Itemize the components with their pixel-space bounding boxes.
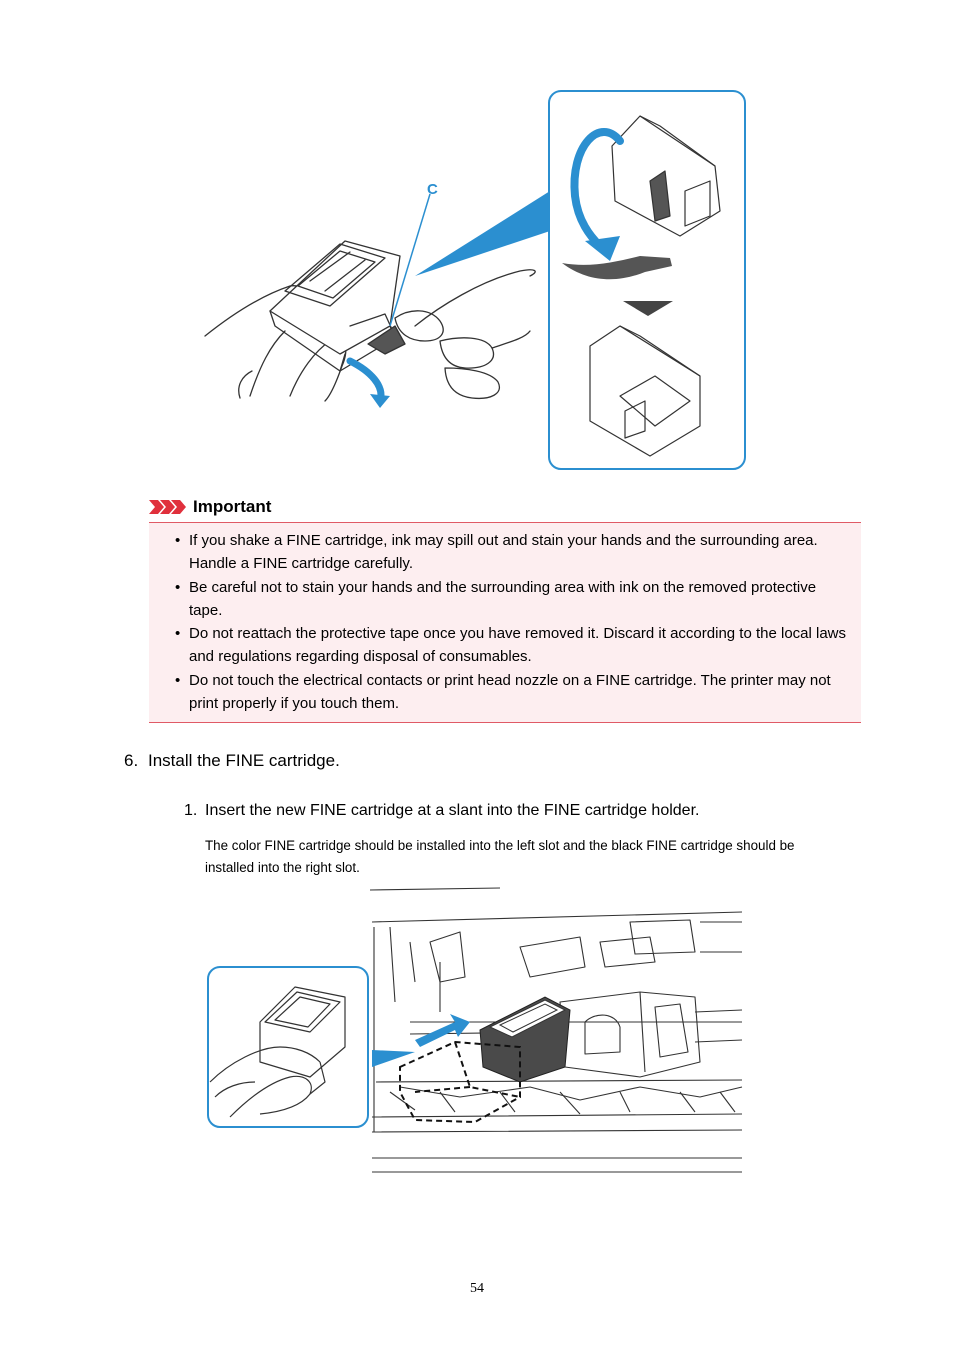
substep-note: The color FINE cartridge should be installed into the left slot and the black FINE cartridge should be installed into the right slot. <box>205 838 795 875</box>
label-c: C <box>427 181 438 198</box>
tape-removal-illustration <box>200 86 752 476</box>
important-chevrons-icon <box>149 498 187 516</box>
cartridge-insertion-illustration <box>200 882 746 1178</box>
substep-text: Insert the new FINE cartridge at a slant into the FINE cartridge holder. <box>205 802 700 819</box>
important-title: Important <box>193 497 272 516</box>
page-number: 54 <box>470 1281 484 1296</box>
important-heading <box>149 495 271 519</box>
step-6 <box>124 751 340 771</box>
important-item: • Be careful not to stain your hands and the surrounding area with ink on the removed protective tape. <box>189 576 853 623</box>
substep-number: 1. <box>184 802 198 819</box>
substep-1 <box>184 802 699 820</box>
important-notice <box>149 522 861 723</box>
important-item: • Do not reattach the protective tape once you have removed it. Discard it according to the local laws and regulations regarding disposal of consumables. <box>189 622 853 669</box>
important-item: • Do not touch the electrical contacts or print head nozzle on a FINE cartridge. The printer may not print properly if you touch them. <box>189 669 853 716</box>
step-number: 6. <box>124 751 139 770</box>
step-text: Install the FINE cartridge. <box>148 751 340 770</box>
important-item: • If you shake a FINE cartridge, ink may spill out and stain your hands and the surrounding area. Handle a FINE cartridge carefully. <box>189 529 853 576</box>
